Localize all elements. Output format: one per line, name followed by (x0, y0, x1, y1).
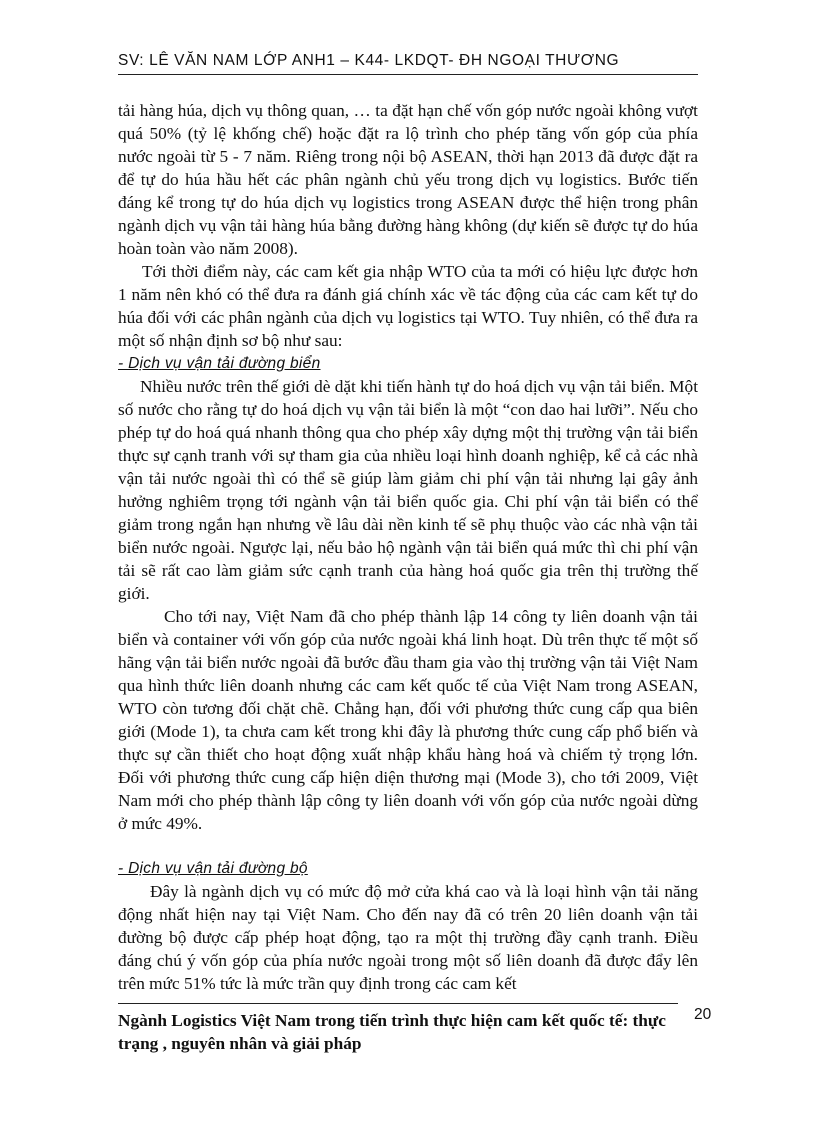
page-body (118, 99, 698, 995)
footer-divider (118, 1003, 678, 1004)
paragraph-wto-commitments: Tới thời điểm này, các cam kết gia nhập WTO của ta mới có hiệu lực được hơn 1 năm nên khó có thể đưa ra đánh giá chính xác về tác động của các cam kết tự do húa đối với các phân ngành của dịch vụ logistics tại WTO. Tuy nhiên, có thể đưa ra một số nhận định sơ bộ như sau: (118, 262, 698, 350)
section-heading-road-transport: - Dịch vụ vận tải đường bộ (118, 860, 308, 877)
section-heading-sea-transport: - Dịch vụ vận tải đường biển (118, 355, 321, 372)
paragraph-road-transport: Đây là ngành dịch vụ có mức độ mở cửa khá cao và là loại hình vận tải năng động nhất hiện nay tại Việt Nam. Cho đến nay đã có trên 20 liên doanh vận tải đường bộ được cấp phép hoạt động, tạo ra một thị trường đầy cạnh tranh. Điều đáng chú ý vốn góp của phía nước ngoài trong một số liên doanh đã được đẩy lên trên mức 51% tức là mức trần quy định trong các cam kết (118, 882, 698, 993)
page-number: 20 (694, 1006, 712, 1023)
paragraph-sea-transport-vietnam: Cho tới nay, Việt Nam đã cho phép thành lập 14 công ty liên doanh vận tải biển và container với vốn góp của nước ngoài khá linh hoạt. Dù trên thực tế một số hãng vận tải biển nước ngoài đã bước đầu tham gia vào thị trường vận tải Việt Nam qua hình thức liên doanh nhưng các cam kết quốc tế của Việt Nam trong ASEAN, WTO còn tương đối chặt chẽ. Chẳng hạn, đối với phương thức cung cấp qua biên giới (Mode 1), ta chưa cam kết trong khi đây là phương thức cung cấp phổ biến và thực sự cần thiết cho hoạt động xuất nhập khẩu hàng hoá và chiếm tỷ trọng lớn. Đối với phương thức cung cấp hiện diện thương mại (Mode 3), cho tới 2009, Việt Nam mới cho phép thành lập công ty liên doanh với vốn góp của nước ngoài dừng ở mức 49%. (118, 607, 698, 833)
paragraph-spacer (118, 835, 698, 857)
header-divider (118, 74, 698, 75)
paragraph-sea-transport-liberalization: Nhiều nước trên thế giới dè dặt khi tiến hành tự do hoá dịch vụ vận tải biển. Một số nước cho rằng tự do hoá dịch vụ vận tải biển là một “con dao hai lưỡi”. Nếu cho phép tự do hoá quá nhanh thông qua cho phép xây dựng một thị trường vận tải biển thực sự cạnh tranh với sự tham gia của nhiều loại hình doanh nghiệp, kể cả các nhà vận tải nước ngoài thì có thể sẽ giúp làm giảm chi phí vận tải nhưng lại gây ảnh hưởng nghiêm trọng tới ngành vận tải biển quốc gia. Chi phí vận tải biển có thể giảm trong ngắn hạn nhưng về lâu dài nền kinh tế sẽ phụ thuộc vào các nhà vận tải biển nước ngoài. Ngược lại, nếu bảo hộ ngành vận tải biển quá mức thì chi phí vận tải sẽ rất cao làm giảm sức cạnh tranh của hàng hoá quốc gia trên thị trường thế giới. (118, 377, 698, 603)
paragraph-continuation: tải hàng húa, dịch vụ thông quan, … ta đặt hạn chế vốn góp nước ngoài không vượt quá 50% (tỷ lệ khống chế) hoặc đặt ra lộ trình cho phép tăng vốn góp của phía nước ngoài từ 5 - 7 năm. Riêng trong nội bộ ASEAN, thời hạn 2013 đã được đặt ra để tự do húa hầu hết các phân ngành chủ yếu trong dịch vụ logistics. Bước tiến đáng kể trong tự do húa dịch vụ logistics trong ASEAN được thể hiện trong phân ngành dịch vụ vận tải hàng húa bằng đường hàng không (dự kiến sẽ được tự do húa hoàn toàn vào năm 2008). (118, 101, 698, 258)
footer-thesis-title: Ngành Logistics Việt Nam trong tiến trình thực hiện cam kết quốc tế: thực trạng , nguyên nhân và giải pháp (118, 1011, 666, 1053)
running-header: SV: LÊ VĂN NAM LỚP ANH1 – K44- LKDQT- ĐH NGOẠI THƯƠNG (118, 52, 620, 69)
